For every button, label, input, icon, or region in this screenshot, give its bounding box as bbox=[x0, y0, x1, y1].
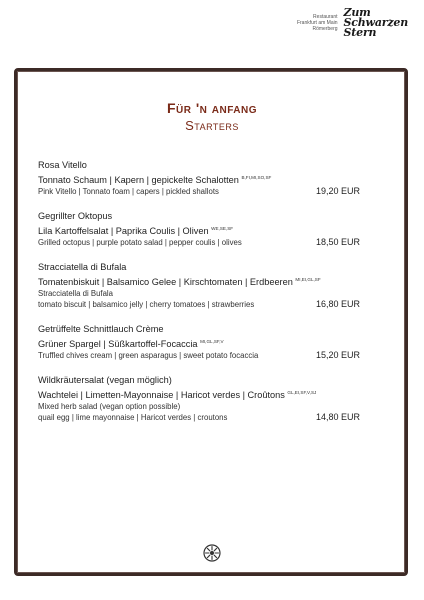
dish-english-name: Stracciatella di Bufala bbox=[38, 289, 113, 299]
dish-item bbox=[38, 262, 378, 310]
dish-english-name: Mixed herb salad (vegan option possible) bbox=[38, 402, 181, 412]
star-emblem-icon bbox=[202, 543, 222, 563]
dish-components bbox=[38, 274, 378, 289]
header bbox=[297, 8, 408, 38]
allergen-codes: B,FI,MI,SO,SF bbox=[241, 174, 272, 180]
allergen-codes: MI,EI,GL,SF bbox=[295, 276, 321, 282]
dish-components-text: Tomatenbiskuit | Balsamico Gelee | Kirschtomaten | Erdbeeren bbox=[38, 276, 293, 287]
dish-name: Getrüffelte Schnittlauch Crème bbox=[38, 324, 164, 335]
dish-components bbox=[38, 172, 378, 187]
info-line: Frankfurt am Main bbox=[296, 20, 338, 26]
dish-english: Grilled octopus | purple potato salad | pepper coulis | olives bbox=[38, 238, 242, 248]
dish-item bbox=[38, 160, 378, 197]
dish-components-text: Lila Kartoffelsalat | Paprika Coulis | Oliven bbox=[38, 225, 209, 236]
dish-item bbox=[38, 375, 378, 423]
dish-name: Gegrillter Oktopus bbox=[38, 211, 113, 222]
dish-components bbox=[38, 336, 378, 351]
title-sub: Starters bbox=[185, 118, 239, 133]
dish-price: 16,80 EUR bbox=[316, 299, 361, 310]
dish-components bbox=[38, 387, 378, 402]
dish-price: 15,20 EUR bbox=[316, 350, 361, 361]
dish-english: quail egg | lime mayonnaise | Haricot verdes | croutons bbox=[38, 413, 228, 423]
dish-components-text: Wachtelei | Limetten-Mayonnaise | Haricot verdes | Croûtons bbox=[38, 389, 285, 400]
dish-name: Stracciatella di Bufala bbox=[38, 262, 127, 273]
dish-english: Pink Vitello | Tonnato foam | capers | pickled shallots bbox=[38, 187, 219, 197]
dish-components bbox=[38, 223, 378, 238]
dish-components-text: Tonnato Schaum | Kapern | gepickelte Schalotten bbox=[38, 174, 239, 185]
dish-english: tomato biscuit | balsamico jelly | cherry tomatoes | strawberries bbox=[38, 300, 255, 310]
dish-english: Truffled chives cream | green asparagus | sweet potato focaccia bbox=[38, 351, 259, 361]
dish-price-row bbox=[38, 412, 378, 423]
section-title bbox=[0, 100, 424, 133]
dish-name: Wildkräutersalat (vegan möglich) bbox=[38, 375, 172, 386]
logo-line: Schwarzen bbox=[343, 16, 408, 29]
dish-price-row bbox=[38, 299, 378, 310]
info-line: Restaurant bbox=[313, 14, 338, 20]
title-main: Für 'n anfang bbox=[166, 100, 258, 116]
dish-item bbox=[38, 211, 378, 248]
restaurant-info bbox=[297, 14, 338, 32]
dish-price-row bbox=[38, 186, 378, 197]
dish-price: 19,20 EUR bbox=[316, 186, 361, 197]
allergen-codes: MI,GL,SF,V bbox=[200, 338, 224, 344]
logo bbox=[344, 8, 408, 38]
allergen-codes: GL,EI,SF,V,SJ bbox=[287, 389, 317, 395]
dish-price: 18,50 EUR bbox=[316, 237, 361, 248]
dish-components-text: Grüner Spargel | Süßkartoffel-Focaccia bbox=[38, 338, 198, 349]
logo-line: Stern bbox=[343, 26, 377, 39]
dish-price: 14,80 EUR bbox=[316, 412, 361, 423]
info-line: Römerberg bbox=[312, 26, 338, 32]
dish-name: Rosa Vitello bbox=[38, 160, 87, 170]
dish-item bbox=[38, 324, 378, 361]
logo-line: Zum bbox=[343, 6, 371, 19]
dish-price-row bbox=[38, 350, 378, 361]
menu-list bbox=[38, 160, 378, 437]
allergen-codes: WE,SE,SF bbox=[211, 225, 234, 231]
dish-price-row bbox=[38, 237, 378, 248]
